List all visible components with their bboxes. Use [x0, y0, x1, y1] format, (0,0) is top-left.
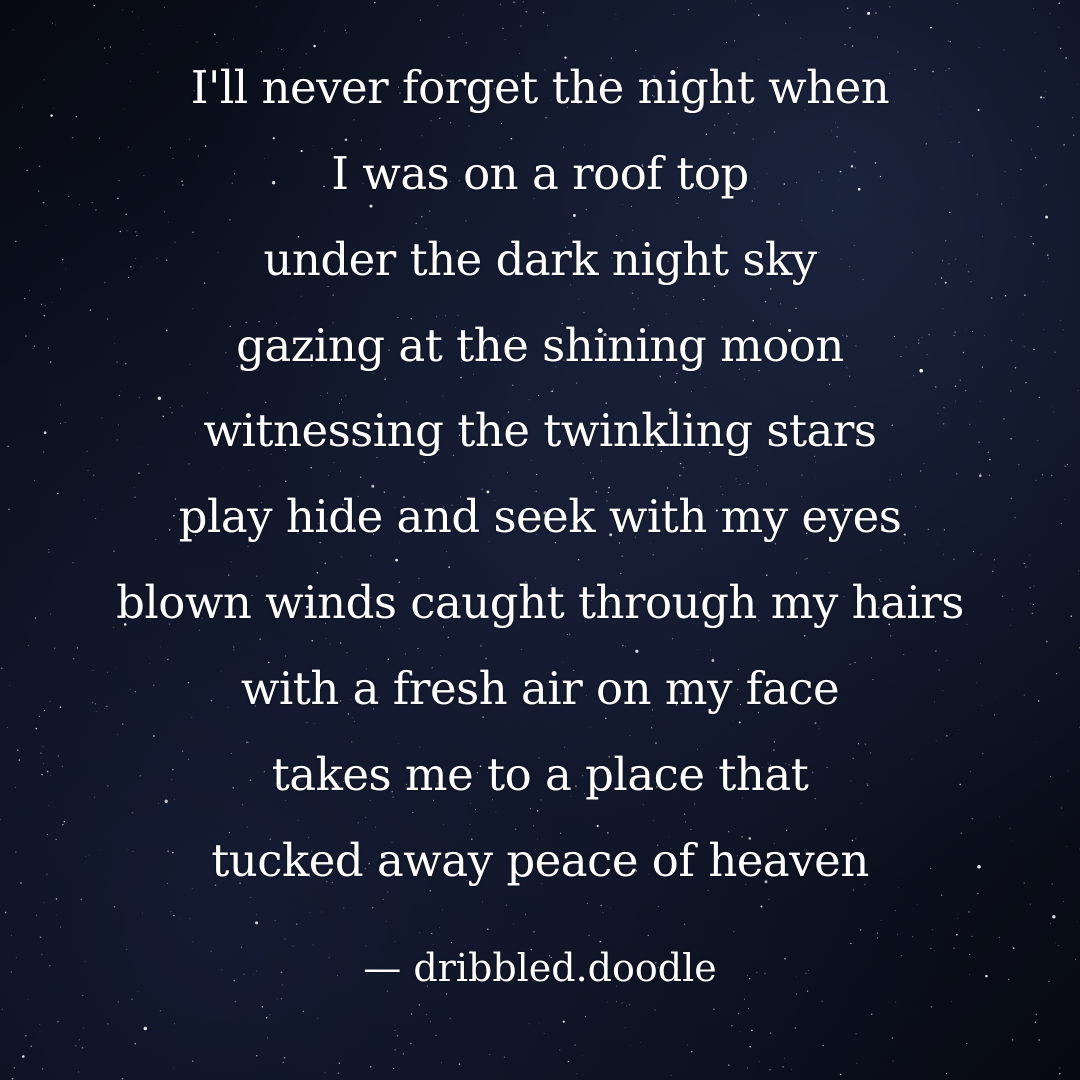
poem-line-2: I was on a roof top — [331, 147, 749, 200]
poem-line-4: gazing at the shining moon — [236, 319, 844, 372]
poem-line-7: blown winds caught through my hairs — [116, 576, 964, 629]
poem-line-1: I'll never forget the night when — [190, 61, 890, 114]
author-signature: — dribbled.doodle — [363, 946, 717, 990]
poem-line-9: takes me to a place that — [271, 748, 809, 801]
poem-line-3: under the dark night sky — [263, 233, 817, 286]
poem-line-6: play hide and seek with my eyes — [178, 490, 902, 543]
poem-line-8: with a fresh air on my face — [240, 662, 840, 715]
poem-line-10: tucked away peace of heaven — [211, 834, 869, 887]
poem-line-5: witnessing the twinkling stars — [203, 404, 877, 457]
